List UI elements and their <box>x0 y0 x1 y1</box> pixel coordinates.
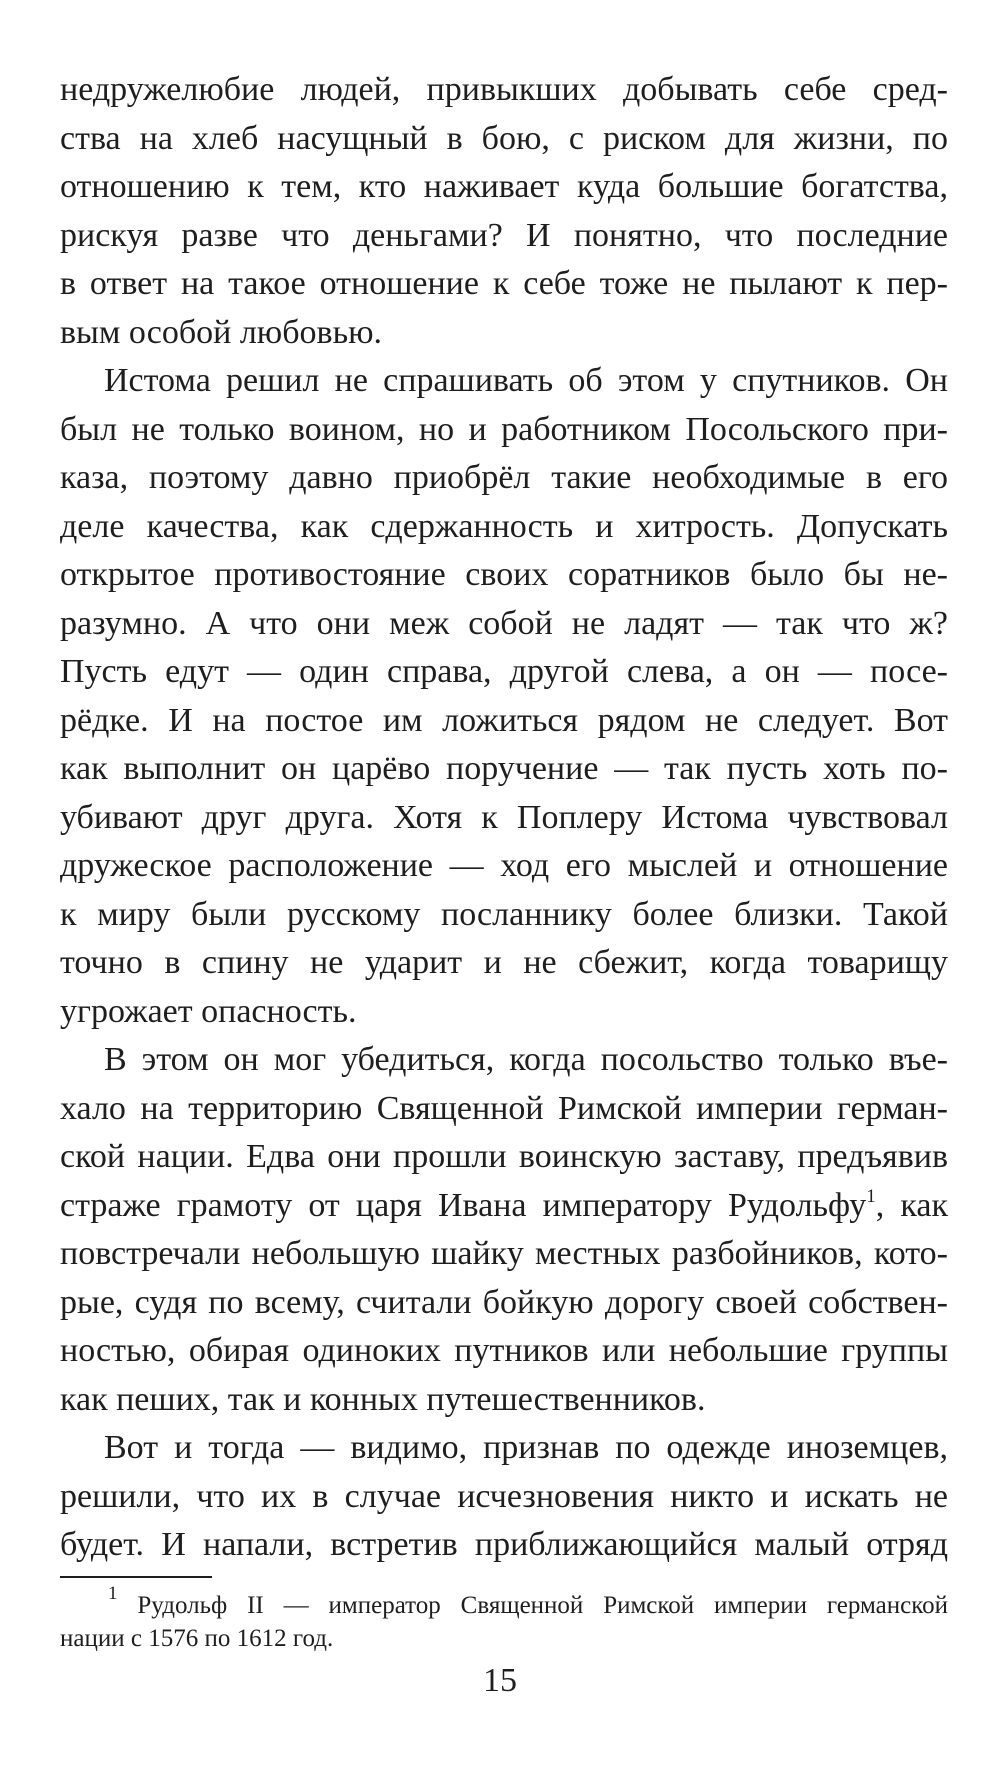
text-line: вым особой любовью. <box>60 313 382 351</box>
text-fragment: , как <box>875 1186 948 1224</box>
footnote-number: 1 <box>108 1583 118 1604</box>
text-line: был не только воином, но и работником Посольского при- <box>60 410 948 448</box>
text-line: В этом он мог убедиться, когда посольство только въе- <box>104 1041 948 1078</box>
text-line: деле качества, как сдержанность и хитрость. Допускать <box>60 507 948 545</box>
text-line: каза, поэтому давно приобрёл такие необходимые в его <box>60 459 948 496</box>
paragraph-2 <box>60 357 948 1036</box>
text-line: рёдке. И на постое им ложиться рядом не следует. Вот <box>60 701 948 739</box>
text-line: Пусть едут — один справа, другой слева, а он — посе- <box>60 653 948 690</box>
text-line: рые, судя по всему, считали бойкую дорогу своей собствен- <box>60 1283 948 1321</box>
footnote-marker: 1 <box>866 1185 876 1207</box>
text-line: дружеское расположение — ход его мыслей и отношение <box>60 847 948 884</box>
paragraph-3 <box>60 1036 948 1424</box>
text-line: как пеших, так и конных путешественников. <box>60 1380 706 1418</box>
text-line: повстречали небольшую шайку местных разбойников, кото- <box>60 1235 948 1272</box>
footnote-divider <box>60 1576 212 1578</box>
page-body <box>60 66 948 1570</box>
text-line: Вот и тогда — видимо, признав по одежде иноземцев, <box>104 1429 948 1466</box>
text-line-with-footnote <box>60 1182 948 1231</box>
text-line: в ответ на такое отношение к себе тоже не пылают к пер- <box>60 265 948 302</box>
text-line: открытое противостояние своих соратников было бы не- <box>60 556 948 593</box>
text-line: решили, что их в случае исчезновения никто и искать не <box>60 1477 948 1515</box>
footnote <box>60 1583 948 1655</box>
text-line: угрожает опасность. <box>60 992 357 1030</box>
text-line: недружелюбие людей, привыкших добывать себе сред- <box>60 71 948 108</box>
text-line: разумно. А что они меж собой не ладят — так что ж? <box>60 604 948 642</box>
paragraph-1 <box>60 66 948 357</box>
text-line: ностью, обирая одиноких путников или небольшие группы <box>60 1332 948 1369</box>
footnote-text: Рудольф II — император Священной Римской империи германской <box>137 1592 948 1619</box>
text-line: хало на территорию Священной Римской империи герман- <box>60 1089 948 1127</box>
text-line: ской нации. Едва они прошли воинскую заставу, предъявив <box>60 1138 948 1175</box>
text-line: Истома решил не спрашивать об этом у спутников. Он <box>104 362 948 399</box>
footnote-line <box>60 1583 948 1622</box>
text-line: ства на хлеб насущный в бою, с риском для жизни, по <box>60 119 948 157</box>
text-fragment: страже грамоту от царя Ивана императору Рудольфу <box>60 1186 867 1224</box>
text-line: рискуя разве что деньгами? И понятно, что последние <box>60 216 948 254</box>
text-line: точно в спину не ударит и не сбежит, когда товарищу <box>60 944 948 981</box>
text-line: отношению к тем, кто наживает куда большие богатства, <box>60 168 948 205</box>
text-line: будет. И напали, встретив приближающийся малый отряд <box>60 1526 948 1563</box>
text-line: как выполнит он царёво поручение — так пусть хоть по- <box>60 750 948 787</box>
text-line: к миру были русскому посланнику более близки. Такой <box>60 895 948 933</box>
page-number: 15 <box>483 1662 517 1699</box>
footnote-line: нации с 1576 по 1612 год. <box>60 1625 334 1652</box>
text-line: убивают друг друга. Хотя к Поплеру Истома чувствовал <box>60 798 948 836</box>
paragraph-4 <box>60 1424 948 1570</box>
